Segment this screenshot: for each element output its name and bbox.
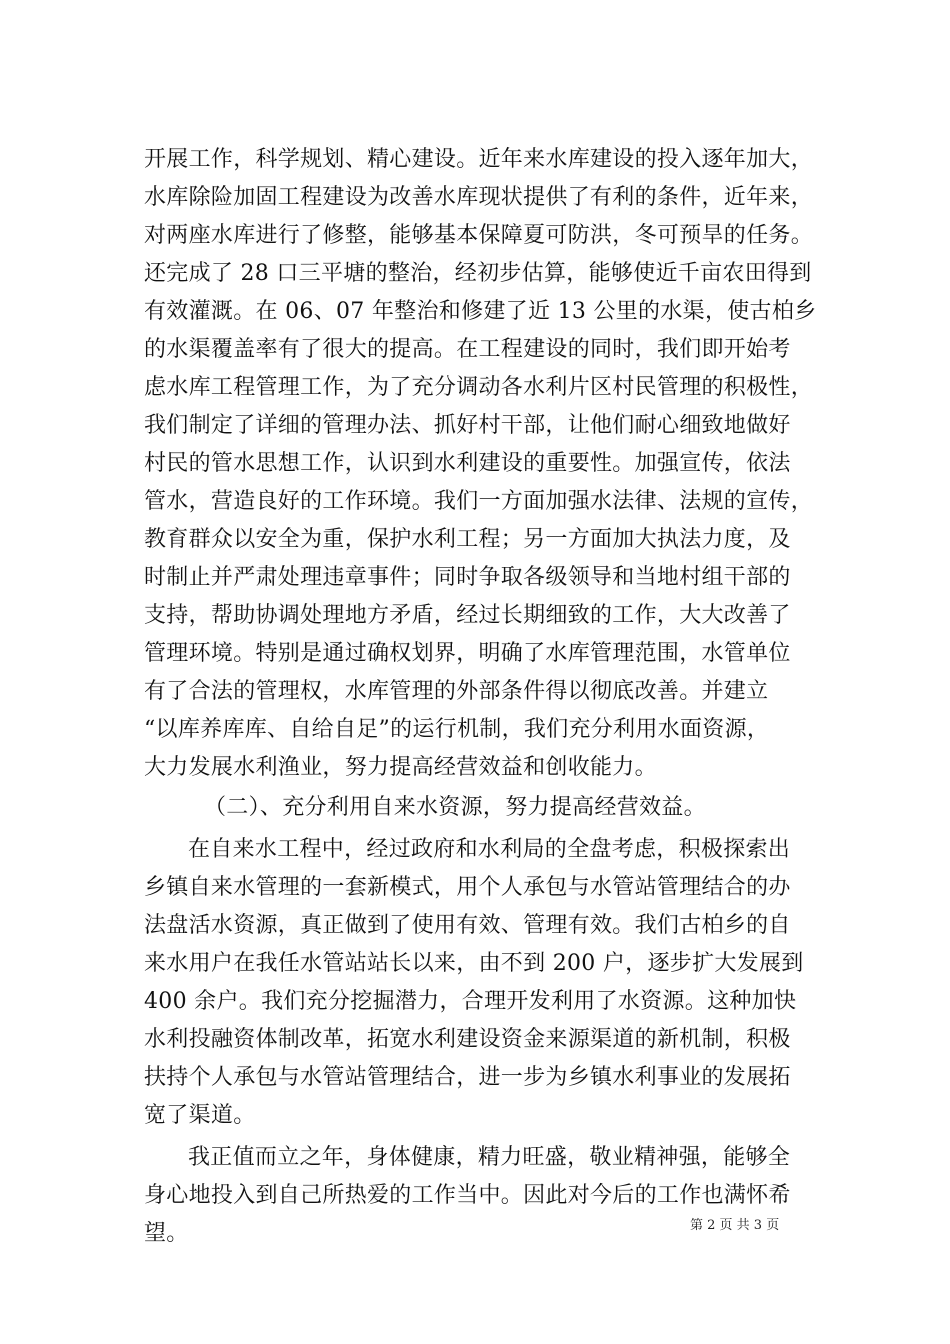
paragraph-line: 时制止并严肃处理违章事件；同时争取各级领导和当地村组干部的 <box>144 565 791 590</box>
paragraph-line: “以库养库库、自给自足”的运行机制，我们充分利用水面资源， <box>144 717 770 742</box>
paragraph-line: 对两座水库进行了修整，能够基本保障夏可防洪，冬可预旱的任务。 <box>144 223 814 248</box>
section-heading: （二）、充分利用自来水资源，努力提高经营效益。 <box>204 795 706 820</box>
paragraph-line: 村民的管水思想工作，认识到水利建设的重要性。加强宣传，依法 <box>144 451 791 476</box>
paragraph-line: 身心地投入到自己所热爱的工作当中。因此对今后的工作也满怀希 <box>144 1183 791 1208</box>
paragraph-line: 我正值而立之年，身体健康，精力旺盛，敬业精神强，能够全 <box>188 1145 791 1170</box>
paragraph-line: 教育群众以安全为重，保护水利工程；另一方面加大执法力度，及 <box>144 527 791 552</box>
paragraph-line: 乡镇自来水管理的一套新模式，用个人承包与水管站管理结合的办 <box>144 875 791 900</box>
paragraph-line: 虑水库工程管理工作，为了充分调动各水利片区村民管理的积极性， <box>144 375 814 400</box>
paragraph-line: 400 余户。我们充分挖掘潜力，合理开发利用了水资源。这种加快 <box>144 989 797 1014</box>
paragraph-line: 扶持个人承包与水管站管理结合，进一步为乡镇水利事业的发展拓 <box>144 1065 791 1090</box>
paragraph-line: 管理环境。特别是通过确权划界，明确了水库管理范围，水管单位 <box>144 641 791 666</box>
paragraph-line: 来水用户在我任水管站站长以来，由不到 200 户，逐步扩大发展到 <box>144 951 804 976</box>
paragraph-line: 我们制定了详细的管理办法、抓好村干部，让他们耐心细致地做好 <box>144 413 791 438</box>
page-number-footer: 第 2 页 共 3 页 <box>690 1218 780 1233</box>
paragraph-line: 还完成了 28 口三平塘的整治，经初步估算，能够使近千亩农田得到 <box>144 261 812 286</box>
paragraph-line: 管水，营造良好的工作环境。我们一方面加强水法律、法规的宣传， <box>144 489 814 514</box>
paragraph-line: 有效灌溉。在 06、07 年整治和修建了近 13 公里的水渠，使古柏乡 <box>144 299 817 324</box>
paragraph-line: 的水渠覆盖率有了很大的提高。在工程建设的同时，我们即开始考 <box>144 337 791 362</box>
paragraph-line: 有了合法的管理权，水库管理的外部条件得以彻底改善。并建立 <box>144 679 769 704</box>
paragraph-line: 支持，帮助协调处理地方矛盾，经过长期细致的工作，大大改善了 <box>144 603 791 628</box>
paragraph-line: 大力发展水利渔业，努力提高经营效益和创收能力。 <box>144 755 657 780</box>
paragraph-line: 开展工作，科学规划、精心建设。近年来水库建设的投入逐年加大， <box>144 147 814 172</box>
paragraph-line: 水利投融资体制改革，拓宽水利建设资金来源渠道的新机制，积极 <box>144 1027 791 1052</box>
paragraph-line: 法盘活水资源，真正做到了使用有效、管理有效。我们古柏乡的自 <box>144 913 791 938</box>
paragraph-line: 在自来水工程中，经过政府和水利局的全盘考虑，积极探索出 <box>188 837 791 862</box>
paragraph-line: 望。 <box>144 1221 189 1246</box>
paragraph-line: 宽了渠道。 <box>144 1103 256 1128</box>
paragraph-line: 水库除险加固工程建设为改善水库现状提供了有利的条件，近年来， <box>144 185 814 210</box>
